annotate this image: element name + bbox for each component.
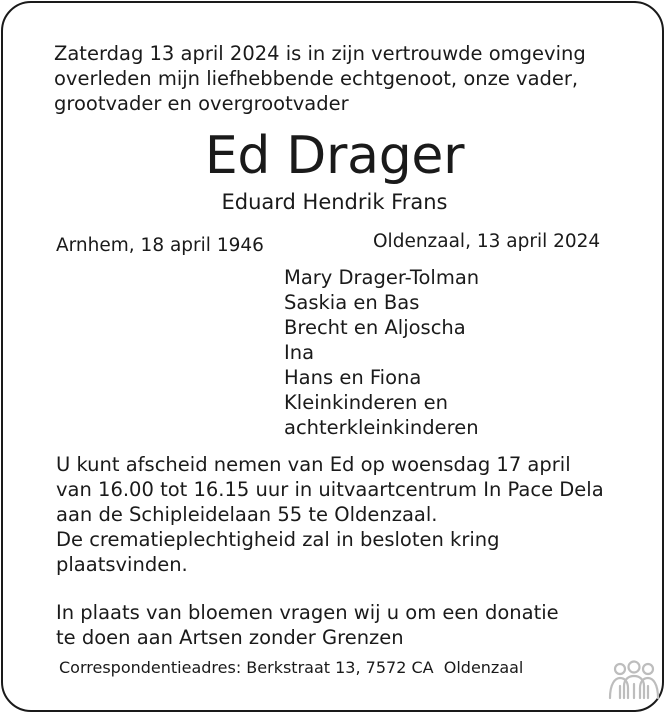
deceased-full-name: Eduard Hendrik Frans [221,190,448,214]
family-member: Brecht en Aljoscha [284,316,466,339]
family-group-icon [606,660,662,702]
correspondence-address: Correspondentieadres: Berkstraat 13, 7572 CA Oldenzaal [59,658,524,677]
deceased-name: Ed Drager [204,126,465,186]
family-member: Saskia en Bas [284,291,420,314]
death-place-date: Oldenzaal, 13 april 2024 [373,231,601,252]
family-member: Mary Drager-Tolman [284,266,480,289]
family-member: achterkleinkinderen [284,416,479,439]
intro-text: Zaterdag 13 april 2024 is in zijn vertrouwde omgeving overleden mijn liefhebbende echtgenoot, onze vader, grootvader en overgrootvader [54,42,586,115]
family-list [284,265,479,440]
farewell-text: U kunt afscheid nemen van Ed op woensdag 17 april van 16.00 tot 16.15 uur in uitvaartcentrum In Pace Dela aan de Schipleidelaan 55 te Oldenzaal. De crematieplechtigheid zal in besloten kring plaatsvinden. [56,453,604,576]
family-member: Kleinkinderen en [284,391,448,414]
family-member: Hans en Fiona [284,366,422,389]
family-member: Ina [284,341,315,364]
birth-place-date: Arnhem, 18 april 1946 [56,235,264,256]
donation-text: In plaats van bloemen vragen wij u om een donatie te doen aan Artsen zonder Grenzen [56,601,559,649]
